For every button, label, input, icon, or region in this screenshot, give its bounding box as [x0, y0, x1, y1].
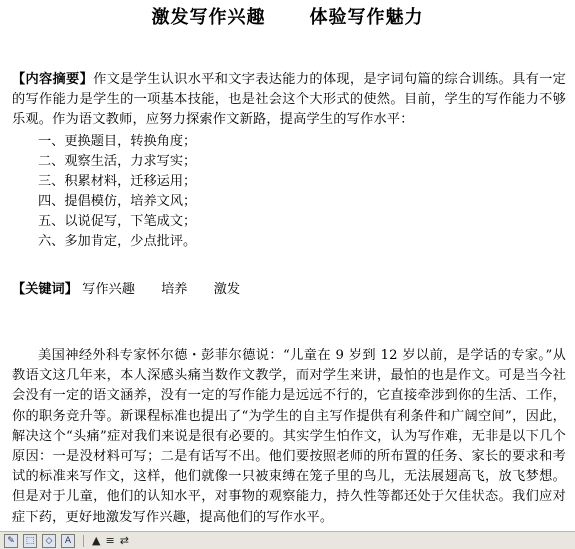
abstract-paragraph [12, 70, 566, 130]
font-color-icon[interactable]: ▲ [92, 534, 101, 547]
keywords-label: 【关键词】 [12, 282, 78, 297]
document-title [0, 6, 575, 30]
list-item: 二、观察生活，力求写实； [38, 154, 197, 169]
list-item: 六、多加肯定，少点批评。 [38, 234, 197, 249]
abstract-label: 【内容摘要】 [12, 72, 94, 87]
title-right: 体验写作魅力 [309, 7, 424, 28]
list-item: 四、提倡模仿，培养文风； [38, 194, 197, 209]
select-icon[interactable]: ⬚ [23, 534, 37, 548]
line-style-icon[interactable]: ≡ [105, 534, 115, 547]
method-list [38, 132, 196, 252]
shapes-icon[interactable]: ◇ [42, 534, 56, 548]
body-paragraph: 美国神经外科专家怀尔德・彭菲尔德说：“儿童在 9 岁到 12 岁以前，是学话的专家。”从教语文这几年来，本人深感头痛当数作文教学，而对学生来讲，最怕的也是作文。可是当今社会没有一定的语文涵养，没有一定的写作能力是远远不行的，它直接牵涉到你的生活、工作，你的职务竞升等。新课程标准也提出了“为学生的自主写作提供有利条件和广阔空间”，因此，解决这个“头痛”症对我们来说是很有必要的。其实学生怕作文，认为写作难，无非是以下几个原因：一是没材料可写；二是有话写不出。他们要按照老师的所布置的任务、家长的要求和考试的标准来写作文，这样，他们就像一只被束缚在笼子里的鸟儿，无法展翅高飞，放飞梦想。但是对于儿童，他们的认知水平，对事物的观察能力，持久性等都还处于欠佳状态。我们应对症下药，更好地激发写作兴趣，提高他们的写作水平。 [12, 348, 566, 525]
title-left: 激发写作兴趣 [151, 7, 266, 28]
arrow-style-icon[interactable]: ⇄ [119, 534, 129, 547]
toolbar-divider [83, 535, 84, 547]
list-item: 五、以说促写，下笔成文； [38, 214, 197, 229]
list-item: 一、更换题目，转换角度； [38, 134, 197, 149]
keywords-line [12, 280, 262, 300]
drawing-toolbar [0, 531, 575, 549]
draw-icon[interactable]: ✎ [4, 534, 18, 548]
text-icon[interactable]: A [61, 534, 75, 548]
keyword: 培养 [161, 282, 188, 297]
keyword: 激发 [213, 282, 241, 297]
keyword: 写作兴趣 [82, 282, 135, 297]
abstract-text: 作文是学生认识水平和文字表达能力的体现，是字词句篇的综合训练。具有一定的写作能力是学生的一项基本技能，也是社会这个大形式的使然。目前，学生的写作能力不够乐观。作为语文教师，应努力探索作文新路，提高学生的写作水平： [12, 72, 566, 127]
list-item: 三、积累材料，迁移运用； [38, 174, 197, 189]
